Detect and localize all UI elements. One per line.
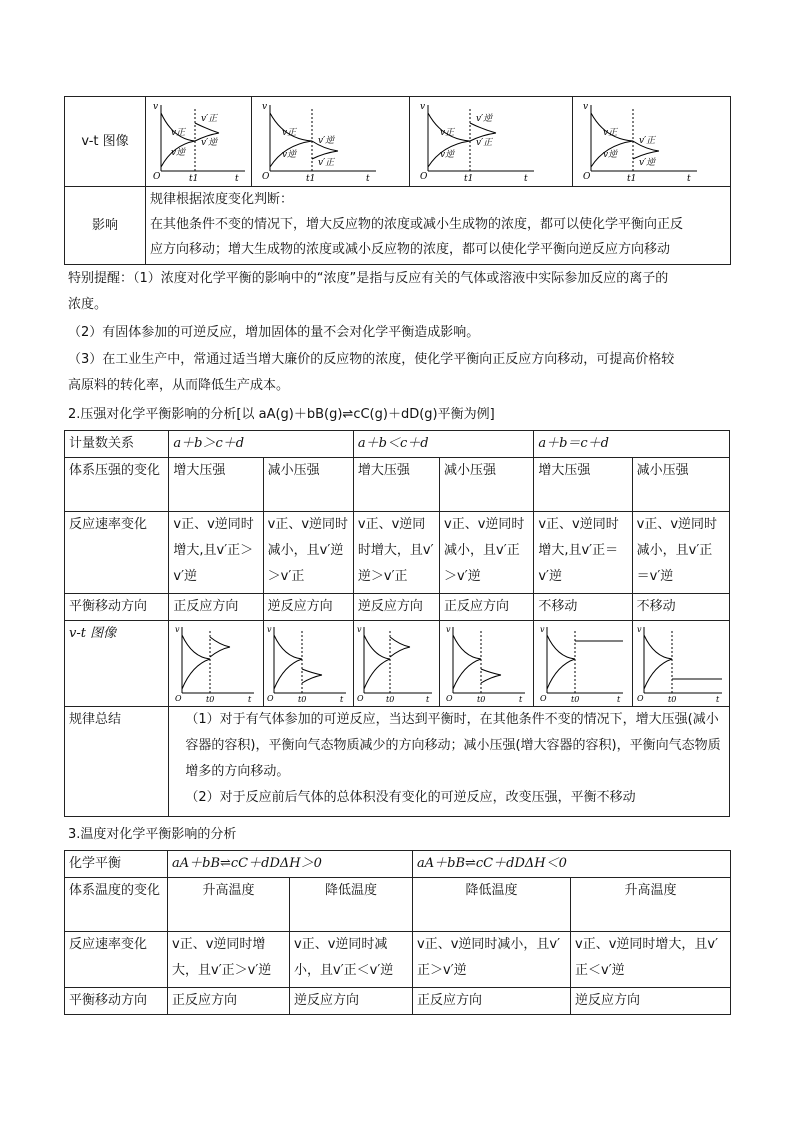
axis-label-v: v (539, 625, 545, 634)
pressure-graph-cell (169, 621, 263, 707)
note-2: （2）有固体参加的可逆反应，增加固体的量不会对化学平衡造成影响。 (68, 325, 480, 340)
pressure-graph-1 (174, 623, 258, 703)
shift-direction: 正反应方向 (440, 594, 534, 621)
shift-direction: 不移动 (632, 594, 729, 621)
pressure-change: 增大压强 (534, 458, 632, 512)
conc-graph-3 (410, 97, 573, 187)
pressure-summary (169, 707, 730, 817)
curve-label-v-reverse: v逆 (281, 150, 296, 160)
reaction: aA＋bB⇌cC＋dDΔH＜0 (413, 851, 731, 878)
pressure-change: 减小压强 (263, 458, 353, 512)
curve-label-v-forward: v正 (281, 128, 296, 138)
pressure-graph-2 (266, 623, 350, 703)
conc-graph-1 (146, 97, 252, 187)
pressure-graph-cell (440, 621, 534, 707)
pressure-graph-3 (356, 623, 436, 703)
origin-label: O (357, 694, 365, 703)
summary-2: （2）对于反应前后气体的总体积没有变化的可逆反应，改变压强，平衡不移动 (185, 790, 636, 805)
vt-graph-2 (256, 99, 406, 183)
temp-change: 降低温度 (290, 878, 413, 932)
shift-direction: 正反应方向 (168, 988, 290, 1015)
origin-label: O (445, 694, 453, 703)
time-label-t0: t0 (386, 695, 395, 703)
origin-label: O (539, 694, 547, 703)
axis-label-t: t (715, 695, 720, 703)
section-3-title: 3.温度对化学平衡影响的分析 (68, 827, 237, 842)
rate-change: v正、v逆同时增大，且v′正＞v′逆 (168, 932, 290, 988)
curve-label-v-forward: v正 (170, 128, 185, 138)
origin-label: O (636, 694, 644, 703)
shift-direction: 逆反应方向 (353, 594, 439, 621)
concentration-table (64, 96, 731, 265)
temp-change: 升高温度 (168, 878, 290, 932)
row-label: 反应速率变化 (65, 512, 169, 594)
axis-label-t: t (616, 695, 621, 703)
row-label: 化学平衡 (65, 851, 168, 878)
pressure-graph-cell (263, 621, 353, 707)
vt-graph-3 (414, 99, 569, 183)
axis-label-v: v (357, 625, 362, 634)
rate-change: v正、v逆同时减小，且v′正＞v′逆 (413, 932, 571, 988)
pressure-table (64, 430, 730, 817)
shift-direction: 逆反应方向 (290, 988, 413, 1015)
shift-direction: 正反应方向 (169, 594, 263, 621)
axis-label-t: t (234, 174, 239, 183)
time-label-t0: t0 (476, 695, 485, 703)
influence-line: 在其他条件不变的情况下，增大反应物的浓度或减小生成物的浓度，都可以使化学平衡向正反 (150, 217, 684, 232)
curve-label-vprime-reverse: v′逆 (317, 136, 334, 146)
vt-graph-4 (577, 99, 727, 183)
section-2-title: 2.压强对化学平衡影响的分析[以 aA(g)＋bB(g)⇌cC(g)＋dD(g)平衡为例] (68, 407, 495, 422)
axis-label-v: v (267, 625, 272, 634)
axis-label-v: v (175, 625, 180, 634)
temp-change: 升高温度 (571, 878, 731, 932)
shift-direction: 逆反应方向 (571, 988, 731, 1015)
influence-label: 影响 (65, 187, 146, 265)
row-label: 平衡移动方向 (65, 594, 169, 621)
axis-label-t: t (426, 695, 430, 703)
curve-label-vprime-reverse: v′逆 (200, 138, 217, 148)
vt-graph-1 (149, 99, 249, 183)
rate-change: v正、v逆同时增大，且v′逆＞v′正 (353, 512, 439, 594)
curve-label-vprime-forward: v′正 (638, 136, 655, 146)
axis-label-v: v (152, 102, 158, 112)
axis-label-v: v (419, 102, 425, 112)
pressure-change: 减小压强 (440, 458, 534, 512)
note-3b: 高原料的转化率，从而降低生产成本。 (68, 378, 290, 393)
time-label-t1: t1 (463, 174, 473, 183)
shift-direction: 逆反应方向 (263, 594, 353, 621)
rate-change: v正、v逆同时减小，且v′逆＞v′正 (263, 512, 353, 594)
row-label: 反应速率变化 (65, 932, 168, 988)
summary-1: （1）对于有气体参加的可逆反应，当达到平衡时，在其他条件不变的情况下，增大压强(减小容器的容积)，平衡向气态物质减少的方向移动；减小压强(增大容器的容积)，平衡向气态物质增多的方向移动。 (185, 712, 721, 779)
pressure-graph-cell (534, 621, 632, 707)
row-label: v-t 图像 (65, 621, 169, 707)
note-3: （3）在工业生产中，常通过适当增大廉价的反应物的浓度，使化学平衡向正反应方向移动，可提高价格较 (68, 352, 675, 367)
influence-line: 规律根据浓度变化判断： (150, 192, 294, 207)
conc-graph-2 (252, 97, 410, 187)
curve-label-v-reverse: v逆 (602, 150, 617, 160)
curve-label-vprime-reverse: v′逆 (475, 114, 492, 124)
origin-label: O (582, 172, 590, 182)
curve-label-vprime-forward: v′正 (200, 114, 217, 124)
relation: a＋b＝c＋d (534, 431, 730, 458)
row-label: 平衡移动方向 (65, 988, 168, 1015)
curve-label-vprime-reverse: v′逆 (638, 158, 655, 168)
row-label: 体系压强的变化 (65, 458, 169, 512)
row-label: 计量数关系 (65, 431, 169, 458)
reaction: aA＋bB⇌cC＋dDΔH＞0 (168, 851, 413, 878)
axis-label-t: t (523, 174, 528, 183)
axis-label-t: t (365, 174, 370, 183)
origin-label: O (152, 172, 160, 182)
axis-label-t: t (248, 695, 252, 703)
shift-direction: 不移动 (534, 594, 632, 621)
time-label-t1: t1 (188, 174, 198, 183)
curve-label-v-reverse: v逆 (170, 148, 185, 158)
pressure-graph-6 (636, 623, 726, 703)
origin-label: O (175, 694, 182, 703)
row-label: 规律总结 (65, 707, 169, 817)
vt-label: v-t 图像 (65, 97, 146, 187)
axis-label-v: v (445, 625, 451, 634)
pressure-graph-cell (632, 621, 729, 707)
time-label-t1: t1 (626, 174, 636, 183)
pressure-change: 减小压强 (632, 458, 729, 512)
row-label: 体系温度的变化 (65, 878, 168, 932)
rate-change: v正、v逆同时增大，且v′正＜v′逆 (571, 932, 731, 988)
time-label-t1: t1 (305, 174, 315, 183)
conc-graph-4 (573, 97, 731, 187)
relation: a＋b＜c＋d (353, 431, 533, 458)
curve-label-v-forward: v正 (439, 128, 454, 138)
rate-change: v正、v逆同时减小，且v′正＜v′逆 (290, 932, 413, 988)
time-label-t0: t0 (206, 695, 215, 703)
curve-label-v-reverse: v逆 (439, 150, 454, 160)
curve-label-vprime-forward: v′正 (317, 158, 334, 168)
axis-label-t: t (340, 695, 344, 703)
time-label-t0: t0 (298, 695, 307, 703)
axis-label-t: t (518, 695, 522, 703)
shift-direction: 正反应方向 (413, 988, 571, 1015)
origin-label: O (419, 172, 427, 182)
axis-label-v: v (261, 102, 267, 112)
curve-label-v-forward: v正 (602, 128, 617, 138)
influence-text (146, 187, 731, 265)
pressure-change: 增大压强 (169, 458, 263, 512)
relation: a＋b＞c＋d (169, 431, 353, 458)
axis-label-v: v (582, 102, 588, 112)
rate-change: v正、v逆同时减小，且v′正＝v′逆 (632, 512, 729, 594)
axis-label-t: t (686, 174, 691, 183)
origin-label: O (261, 172, 269, 182)
temperature-table (64, 850, 731, 1015)
origin-label: O (267, 694, 274, 703)
time-label-t0: t0 (570, 695, 580, 703)
influence-line: 应方向移动；增大生成物的浓度或减小反应物的浓度，都可以使化学平衡向逆反应方向移动 (150, 242, 671, 257)
rate-change: v正、v逆同时增大,且v′正＝v′逆 (534, 512, 632, 594)
pressure-graph-cell (353, 621, 439, 707)
rate-change: v正、v逆同时减小，且v′正＞v′逆 (440, 512, 534, 594)
rate-change: v正、v逆同时增大,且v′正＞v′逆 (169, 512, 263, 594)
axis-label-v: v (636, 625, 642, 634)
time-label-t0: t0 (667, 695, 677, 703)
temp-change: 降低温度 (413, 878, 571, 932)
curve-label-vprime-forward: v′正 (475, 138, 492, 148)
pressure-change: 增大压强 (353, 458, 439, 512)
pressure-graph-5 (539, 623, 627, 703)
note-1: 特别提醒：（1）浓度对化学平衡的影响中的“浓度”是指与反应有关的气体或溶液中实际参加反应的离子的 (68, 271, 669, 286)
pressure-graph-4 (445, 623, 529, 703)
note-1b: 浓度。 (68, 297, 108, 312)
